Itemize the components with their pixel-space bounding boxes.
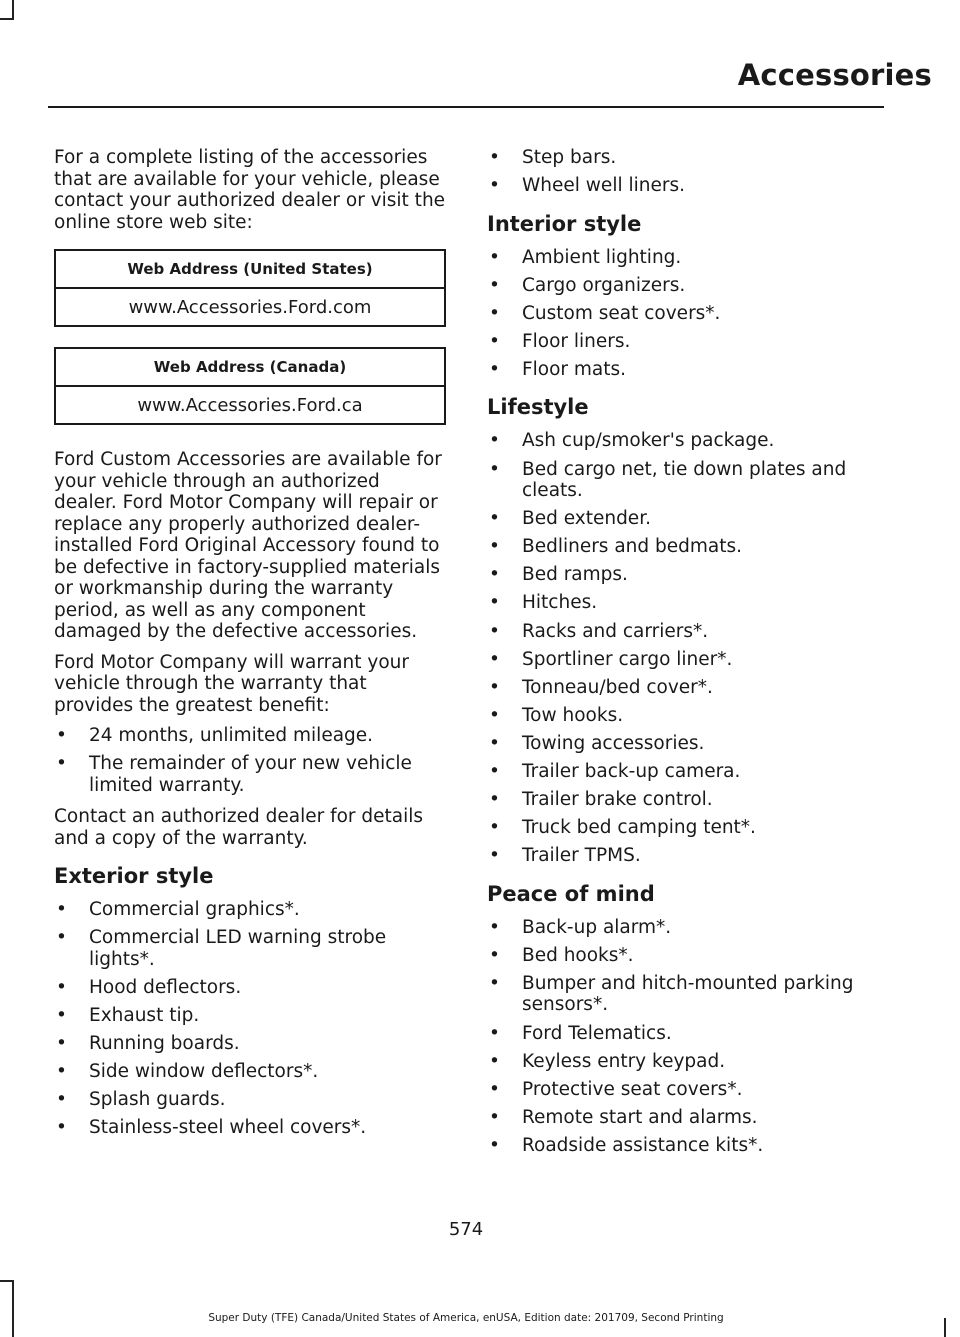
left-column bbox=[54, 147, 446, 1149]
interior-style-list bbox=[487, 247, 887, 381]
list-item: • Tow hooks. bbox=[487, 705, 887, 727]
list-item: • The remainder of your new vehicle limited warranty. bbox=[54, 753, 446, 796]
lifestyle-heading: Lifestyle bbox=[487, 395, 589, 420]
crop-mark-top-left-h bbox=[0, 18, 14, 20]
list-item: • Side window deflectors*. bbox=[54, 1061, 446, 1083]
list-item: • Custom seat covers*. bbox=[487, 303, 887, 325]
page-title: Accessories bbox=[737, 58, 932, 92]
list-item: • Ambient lighting. bbox=[487, 247, 887, 269]
list-item: • Roadside assistance kits*. bbox=[487, 1135, 887, 1157]
exterior-style-list bbox=[54, 899, 446, 1139]
peace-of-mind-heading: Peace of mind bbox=[487, 881, 655, 906]
intro-paragraph: For a complete listing of the accessories that are available for your vehicle, please contact your authorized dealer or visit the online store web site: bbox=[54, 147, 446, 233]
list-item: • Stainless-steel wheel covers*. bbox=[54, 1117, 446, 1139]
list-item: • Ash cup/smoker's package. bbox=[487, 430, 887, 452]
list-item: • Bedliners and bedmats. bbox=[487, 536, 887, 558]
list-item: • Ford Telematics. bbox=[487, 1023, 887, 1045]
list-item: • Bed hooks*. bbox=[487, 945, 887, 967]
list-item: • Bumper and hitch-mounted parking sensors*. bbox=[487, 973, 887, 1016]
footer-text: Super Duty (TFE) Canada/United States of America, enUSA, Edition date: 201709, Second Printing bbox=[208, 1312, 724, 1324]
header-rule bbox=[48, 106, 884, 108]
exterior-style-heading: Exterior style bbox=[54, 864, 214, 889]
list-item: • Commercial LED warning strobe lights*. bbox=[54, 927, 446, 970]
list-item: • Sportliner cargo liner*. bbox=[487, 649, 887, 671]
list-item: • Tonneau/bed cover*. bbox=[487, 677, 887, 699]
lifestyle-list bbox=[487, 430, 887, 866]
page-number: 574 bbox=[448, 1219, 484, 1240]
list-item: • Remote start and alarms. bbox=[487, 1107, 887, 1129]
list-item: • Trailer back-up camera. bbox=[487, 761, 887, 783]
crop-mark-bottom-left-h bbox=[0, 1280, 14, 1282]
web-address-canada-link[interactable]: www.Accessories.Ford.ca bbox=[55, 386, 445, 424]
list-item: • Protective seat covers*. bbox=[487, 1079, 887, 1101]
list-item: • Towing accessories. bbox=[487, 733, 887, 755]
crop-mark-bottom-right bbox=[944, 1318, 946, 1337]
list-item: • Wheel well liners. bbox=[487, 175, 887, 197]
custom-accessories-paragraph: Ford Custom Accessories are available for your vehicle through an authorized dealer. Ford Motor Company will repair or replace any properly authorized dealer-installed Ford Original Accessory found to be defective in factory-supplied materials or workmanship during the warranty period, as well as any component damaged by the defective accessories. bbox=[54, 449, 442, 642]
web-address-canada-table bbox=[54, 347, 446, 425]
warranty-paragraph: Ford Motor Company will warrant your vehicle through the warranty that provides the greatest benefit: bbox=[54, 651, 410, 716]
list-item: • Bed extender. bbox=[487, 508, 887, 530]
list-item: • Hitches. bbox=[487, 592, 887, 614]
web-address-us-table bbox=[54, 249, 446, 327]
list-item: • Keyless entry keypad. bbox=[487, 1051, 887, 1073]
list-item: • Trailer TPMS. bbox=[487, 845, 887, 867]
peace-of-mind-list bbox=[487, 917, 887, 1157]
list-item: • Floor liners. bbox=[487, 331, 887, 353]
list-item: • Hood deflectors. bbox=[54, 977, 446, 999]
exterior-style-list-continued bbox=[487, 147, 887, 197]
list-item: • Step bars. bbox=[487, 147, 887, 169]
list-item: • Back-up alarm*. bbox=[487, 917, 887, 939]
right-column bbox=[487, 147, 887, 1166]
list-item: • Running boards. bbox=[54, 1033, 446, 1055]
list-item: • Cargo organizers. bbox=[487, 275, 887, 297]
list-item: • Trailer brake control. bbox=[487, 789, 887, 811]
list-item: • Bed ramps. bbox=[487, 564, 887, 586]
warranty-list bbox=[54, 725, 446, 796]
web-address-canada-header: Web Address (Canada) bbox=[55, 348, 445, 386]
web-address-us-link[interactable]: www.Accessories.Ford.com bbox=[55, 288, 445, 326]
list-item: • Truck bed camping tent*. bbox=[487, 817, 887, 839]
web-address-us-header: Web Address (United States) bbox=[55, 250, 445, 288]
interior-style-heading: Interior style bbox=[487, 211, 642, 236]
list-item: • 24 months, unlimited mileage. bbox=[54, 725, 446, 747]
contact-paragraph: Contact an authorized dealer for details and a copy of the warranty. bbox=[54, 806, 424, 849]
list-item: • Bed cargo net, tie down plates and cleats. bbox=[487, 459, 887, 502]
list-item: • Commercial graphics*. bbox=[54, 899, 446, 921]
list-item: • Splash guards. bbox=[54, 1089, 446, 1111]
crop-mark-top-left bbox=[12, 0, 14, 20]
list-item: • Exhaust tip. bbox=[54, 1005, 446, 1027]
crop-mark-bottom-left bbox=[12, 1280, 14, 1337]
list-item: • Racks and carriers*. bbox=[487, 621, 887, 643]
list-item: • Floor mats. bbox=[487, 359, 887, 381]
